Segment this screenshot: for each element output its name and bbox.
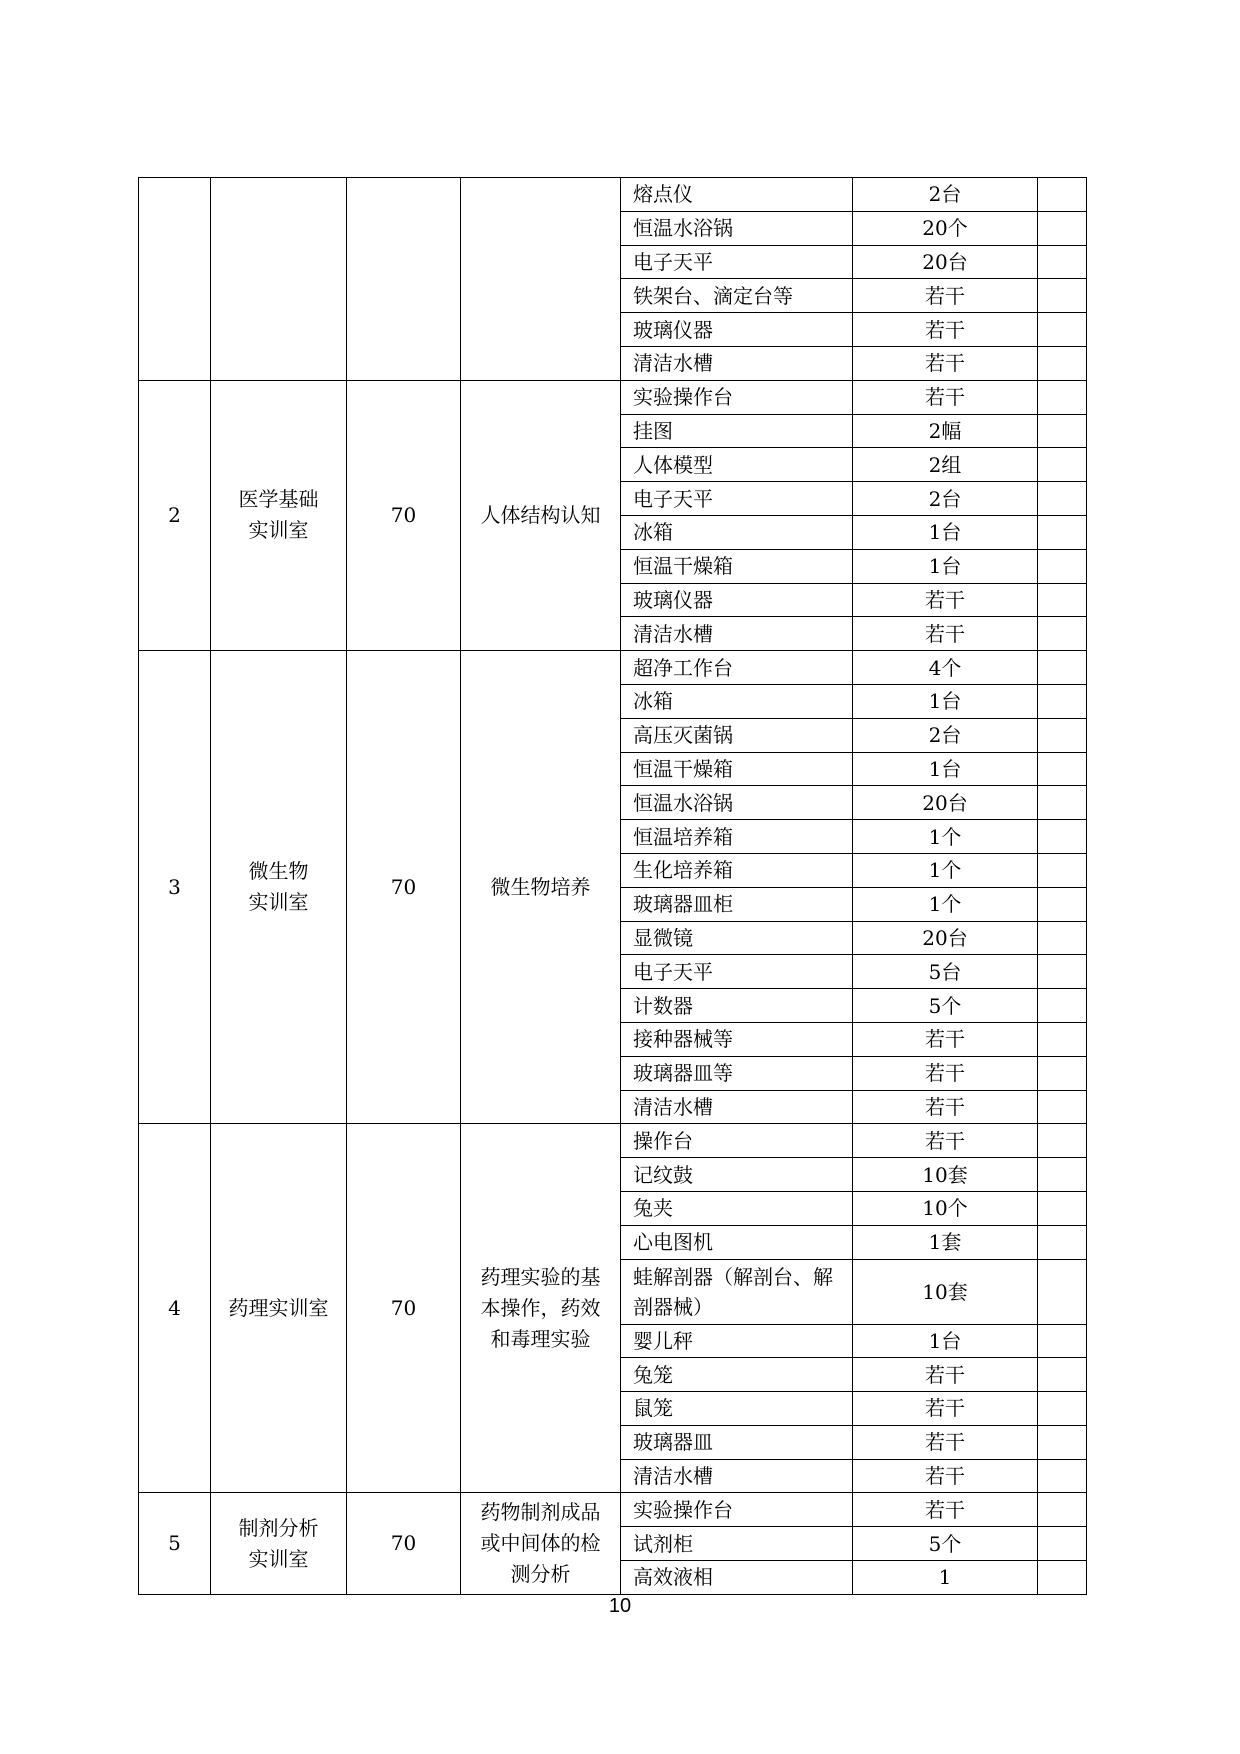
table-row <box>139 178 1087 212</box>
equipment-name-cell: 恒温水浴锅 <box>621 786 853 820</box>
equipment-name-cell: 铁架台、滴定台等 <box>621 279 853 313</box>
remarks-cell <box>1038 1022 1087 1056</box>
remarks-cell <box>1038 853 1087 887</box>
equipment-quantity-cell: 10套 <box>853 1259 1038 1324</box>
remarks-cell <box>1038 346 1087 380</box>
remarks-cell <box>1038 1191 1087 1225</box>
equipment-name-cell: 恒温干燥箱 <box>621 549 853 583</box>
remarks-cell <box>1038 921 1087 955</box>
remarks-cell <box>1038 549 1087 583</box>
room-name-cell: 制剂分析 实训室 <box>211 1493 347 1594</box>
training-project-cell: 药物制剂成品 或中间体的检 测分析 <box>461 1493 621 1594</box>
equipment-name-cell: 熔点仪 <box>621 178 853 212</box>
equipment-name-cell: 高效液相 <box>621 1561 853 1595</box>
training-project-cell: 人体结构认知 <box>461 380 621 650</box>
equipment-name-cell: 兔笼 <box>621 1358 853 1392</box>
room-number-cell: 4 <box>139 1124 211 1493</box>
remarks-cell <box>1038 989 1087 1023</box>
remarks-cell <box>1038 380 1087 414</box>
station-count-cell <box>347 178 461 381</box>
table-row <box>139 380 1087 414</box>
remarks-cell <box>1038 1459 1087 1493</box>
equipment-name-cell: 计数器 <box>621 989 853 1023</box>
equipment-name-cell: 清洁水槽 <box>621 346 853 380</box>
table-row <box>139 651 1087 685</box>
equipment-name-cell: 玻璃器皿柜 <box>621 887 853 921</box>
remarks-cell <box>1038 651 1087 685</box>
equipment-name-cell: 接种器械等 <box>621 1022 853 1056</box>
equipment-quantity-cell: 2幅 <box>853 414 1038 448</box>
equipment-quantity-cell: 1套 <box>853 1225 1038 1259</box>
equipment-quantity-cell: 若干 <box>853 1358 1038 1392</box>
equipment-name-cell: 清洁水槽 <box>621 1459 853 1493</box>
station-count-cell: 70 <box>347 651 461 1124</box>
remarks-cell <box>1038 448 1087 482</box>
equipment-quantity-cell: 若干 <box>853 1022 1038 1056</box>
equipment-name-cell: 操作台 <box>621 1124 853 1158</box>
equipment-quantity-cell: 1个 <box>853 820 1038 854</box>
equipment-quantity-cell: 20个 <box>853 211 1038 245</box>
remarks-cell <box>1038 1090 1087 1124</box>
remarks-cell <box>1038 245 1087 279</box>
remarks-cell <box>1038 1561 1087 1595</box>
equipment-quantity-cell: 若干 <box>853 617 1038 651</box>
training-project-cell <box>461 178 621 381</box>
equipment-name-cell: 电子天平 <box>621 482 853 516</box>
remarks-cell <box>1038 887 1087 921</box>
equipment-quantity-cell: 2台 <box>853 178 1038 212</box>
equipment-name-cell: 冰箱 <box>621 684 853 718</box>
equipment-quantity-cell: 10个 <box>853 1191 1038 1225</box>
equipment-name-cell: 试剂柜 <box>621 1527 853 1561</box>
equipment-quantity-cell: 10套 <box>853 1158 1038 1192</box>
equipment-quantity-cell: 若干 <box>853 279 1038 313</box>
room-number-cell: 5 <box>139 1493 211 1594</box>
equipment-quantity-cell: 20台 <box>853 921 1038 955</box>
equipment-quantity-cell: 若干 <box>853 1392 1038 1426</box>
equipment-quantity-cell: 20台 <box>853 245 1038 279</box>
room-name-cell <box>211 178 347 381</box>
equipment-quantity-cell: 4个 <box>853 651 1038 685</box>
equipment-quantity-cell: 5个 <box>853 989 1038 1023</box>
equipment-quantity-cell: 若干 <box>853 1425 1038 1459</box>
room-number-cell: 2 <box>139 380 211 650</box>
remarks-cell <box>1038 684 1087 718</box>
equipment-quantity-cell: 1个 <box>853 887 1038 921</box>
equipment-name-cell: 电子天平 <box>621 245 853 279</box>
equipment-quantity-cell: 2台 <box>853 718 1038 752</box>
training-project-cell: 药理实验的基 本操作，药效 和毒理实验 <box>461 1124 621 1493</box>
remarks-cell <box>1038 178 1087 212</box>
equipment-name-cell: 显微镜 <box>621 921 853 955</box>
equipment-name-cell: 人体模型 <box>621 448 853 482</box>
room-name-cell: 医学基础 实训室 <box>211 380 347 650</box>
remarks-cell <box>1038 1392 1087 1426</box>
equipment-quantity-cell: 1台 <box>853 1324 1038 1358</box>
remarks-cell <box>1038 1259 1087 1324</box>
equipment-name-cell: 实验操作台 <box>621 380 853 414</box>
room-number-cell <box>139 178 211 381</box>
equipment-quantity-cell: 若干 <box>853 1124 1038 1158</box>
remarks-cell <box>1038 718 1087 752</box>
equipment-name-cell: 婴儿秤 <box>621 1324 853 1358</box>
equipment-quantity-cell: 20台 <box>853 786 1038 820</box>
equipment-name-cell: 清洁水槽 <box>621 1090 853 1124</box>
equipment-name-cell: 玻璃仪器 <box>621 583 853 617</box>
table-row <box>139 1493 1087 1527</box>
equipment-quantity-cell: 5个 <box>853 1527 1038 1561</box>
remarks-cell <box>1038 617 1087 651</box>
equipment-name-cell: 生化培养箱 <box>621 853 853 887</box>
equipment-name-cell: 超净工作台 <box>621 651 853 685</box>
equipment-quantity-cell: 1 <box>853 1561 1038 1595</box>
equipment-name-cell: 兔夹 <box>621 1191 853 1225</box>
remarks-cell <box>1038 515 1087 549</box>
equipment-name-cell: 心电图机 <box>621 1225 853 1259</box>
remarks-cell <box>1038 752 1087 786</box>
remarks-cell <box>1038 279 1087 313</box>
remarks-cell <box>1038 414 1087 448</box>
equipment-name-cell: 挂图 <box>621 414 853 448</box>
equipment-quantity-cell: 若干 <box>853 1056 1038 1090</box>
remarks-cell <box>1038 482 1087 516</box>
remarks-cell <box>1038 1425 1087 1459</box>
station-count-cell: 70 <box>347 380 461 650</box>
equipment-name-cell: 清洁水槽 <box>621 617 853 651</box>
remarks-cell <box>1038 786 1087 820</box>
remarks-cell <box>1038 1493 1087 1527</box>
equipment-quantity-cell: 1台 <box>853 752 1038 786</box>
page-number: 10 <box>608 1595 632 1617</box>
remarks-cell <box>1038 820 1087 854</box>
remarks-cell <box>1038 1124 1087 1158</box>
room-name-cell: 微生物 实训室 <box>211 651 347 1124</box>
equipment-name-cell: 鼠笼 <box>621 1392 853 1426</box>
remarks-cell <box>1038 1324 1087 1358</box>
remarks-cell <box>1038 1056 1087 1090</box>
equipment-name-cell: 冰箱 <box>621 515 853 549</box>
remarks-cell <box>1038 313 1087 347</box>
remarks-cell <box>1038 1358 1087 1392</box>
equipment-quantity-cell: 1台 <box>853 515 1038 549</box>
station-count-cell: 70 <box>347 1124 461 1493</box>
equipment-table <box>138 177 1087 1595</box>
equipment-name-cell: 高压灭菌锅 <box>621 718 853 752</box>
remarks-cell <box>1038 583 1087 617</box>
remarks-cell <box>1038 1225 1087 1259</box>
table-row <box>139 1124 1087 1158</box>
equipment-name-cell: 实验操作台 <box>621 1493 853 1527</box>
equipment-quantity-cell: 若干 <box>853 583 1038 617</box>
equipment-quantity-cell: 1个 <box>853 853 1038 887</box>
equipment-quantity-cell: 若干 <box>853 346 1038 380</box>
equipment-quantity-cell: 若干 <box>853 1090 1038 1124</box>
equipment-name-cell: 恒温干燥箱 <box>621 752 853 786</box>
equipment-quantity-cell: 若干 <box>853 1459 1038 1493</box>
remarks-cell <box>1038 1158 1087 1192</box>
equipment-quantity-cell: 若干 <box>853 313 1038 347</box>
equipment-quantity-cell: 1台 <box>853 684 1038 718</box>
room-number-cell: 3 <box>139 651 211 1124</box>
equipment-name-cell: 恒温培养箱 <box>621 820 853 854</box>
equipment-name-cell: 恒温水浴锅 <box>621 211 853 245</box>
equipment-quantity-cell: 若干 <box>853 1493 1038 1527</box>
equipment-name-cell: 玻璃器皿 <box>621 1425 853 1459</box>
equipment-quantity-cell: 若干 <box>853 380 1038 414</box>
equipment-name-cell: 玻璃仪器 <box>621 313 853 347</box>
remarks-cell <box>1038 1527 1087 1561</box>
equipment-quantity-cell: 5台 <box>853 955 1038 989</box>
equipment-quantity-cell: 2台 <box>853 482 1038 516</box>
remarks-cell <box>1038 955 1087 989</box>
equipment-table-body <box>139 178 1087 1595</box>
equipment-name-cell: 记纹鼓 <box>621 1158 853 1192</box>
equipment-name-cell: 电子天平 <box>621 955 853 989</box>
equipment-name-cell: 蛙解剖器（解剖台、解 剖器械） <box>621 1259 853 1324</box>
station-count-cell: 70 <box>347 1493 461 1594</box>
equipment-quantity-cell: 1台 <box>853 549 1038 583</box>
equipment-quantity-cell: 2组 <box>853 448 1038 482</box>
training-project-cell: 微生物培养 <box>461 651 621 1124</box>
room-name-cell: 药理实训室 <box>211 1124 347 1493</box>
equipment-name-cell: 玻璃器皿等 <box>621 1056 853 1090</box>
remarks-cell <box>1038 211 1087 245</box>
